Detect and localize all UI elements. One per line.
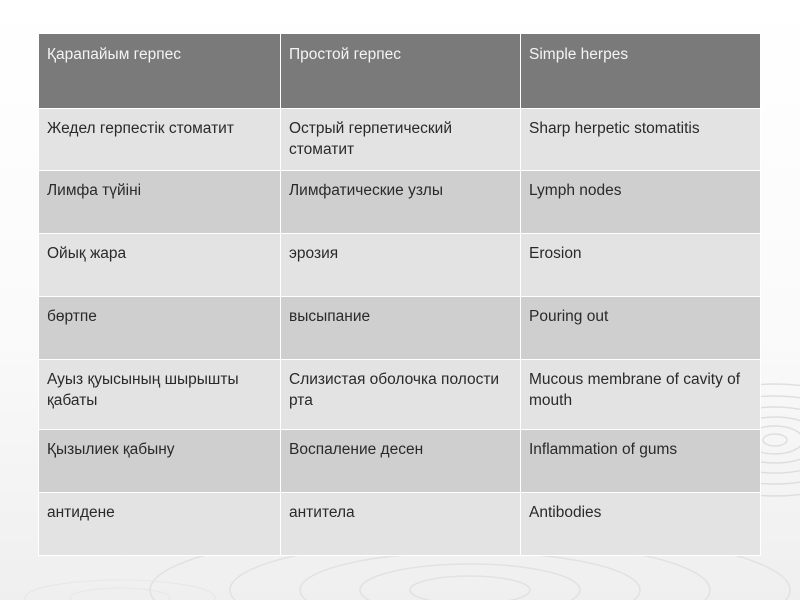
cell-english: Sharp herpetic stomatitis [521,109,761,171]
table-row [39,171,761,234]
cell-english: Lymph nodes [521,171,761,234]
table-row [39,360,761,430]
cell-russian: высыпание [281,297,521,360]
cell-russian: Слизистая оболочка полости рта [281,360,521,430]
cell-kazakh: антидене [39,493,281,556]
cell-kazakh: Жедел герпестік стоматит [39,109,281,171]
column-header-russian: Простой герпес [281,34,521,109]
column-header-english: Simple herpes [521,34,761,109]
cell-english: Antibodies [521,493,761,556]
cell-kazakh: Лимфа түйіні [39,171,281,234]
cell-english: Pouring out [521,297,761,360]
table-row [39,109,761,171]
cell-english: Inflammation of gums [521,430,761,493]
table-row [39,234,761,297]
cell-russian: эрозия [281,234,521,297]
cell-kazakh: Қызылиек қабыну [39,430,281,493]
cell-kazakh: Ауыз қуысының шырышты қабаты [39,360,281,430]
table-row [39,430,761,493]
table-row [39,493,761,556]
herpes-terminology-table [38,33,761,556]
table-row [39,297,761,360]
cell-russian: антитела [281,493,521,556]
cell-kazakh: Ойық жара [39,234,281,297]
cell-russian: Воспаление десен [281,430,521,493]
cell-english: Mucous membrane of cavity of mouth [521,360,761,430]
cell-russian: Лимфатические узлы [281,171,521,234]
column-header-kazakh: Қарапайым герпес [39,34,281,109]
cell-english: Erosion [521,234,761,297]
table-header-row [39,34,761,109]
cell-russian: Острый герпетический стоматит [281,109,521,171]
cell-kazakh: бөртпе [39,297,281,360]
